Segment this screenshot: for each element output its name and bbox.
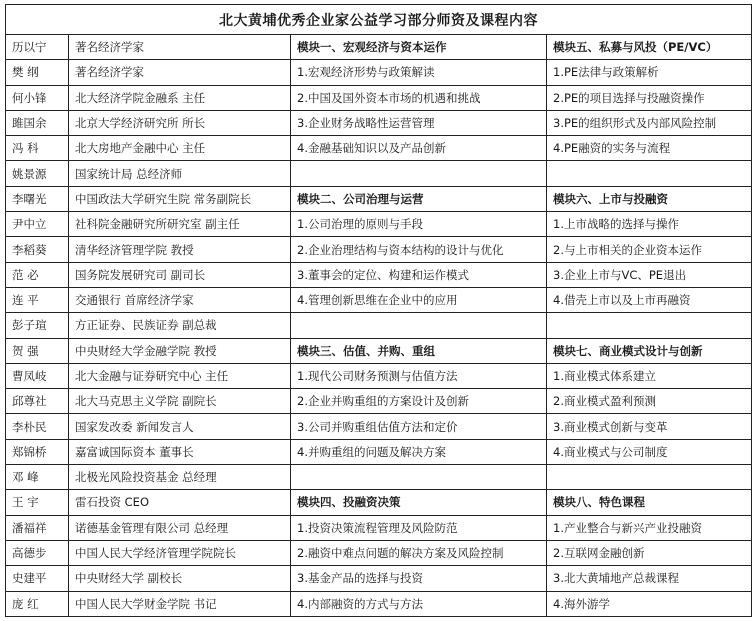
module-header: 模块二、公司治理与运营 — [291, 186, 547, 211]
course-item: 2.商业模式盈利预测 — [547, 389, 752, 414]
table-row — [6, 287, 752, 312]
teacher-title: 清华经济管理学院 教授 — [69, 237, 291, 262]
teacher-title: 北大马克思主义学院 副院长 — [69, 389, 291, 414]
teacher-name: 尹中立 — [6, 212, 69, 237]
teacher-title: 中国政法大学研究生院 常务副院长 — [69, 186, 291, 211]
teacher-name: 姚景源 — [6, 161, 69, 186]
table-row — [6, 591, 752, 616]
course-item: 1.产业整合与新兴产业投融资 — [547, 515, 752, 540]
module-header: 模块四、投融资决策 — [291, 490, 547, 515]
course-item: 2.PE的项目选择与投融资操作 — [547, 85, 752, 110]
course-item: 1.现代公司财务预测与估值方法 — [291, 363, 547, 388]
empty-cell — [547, 313, 752, 338]
course-item: 3.北大黄埔地产总裁课程 — [547, 566, 752, 591]
teacher-name: 庞 红 — [6, 591, 69, 616]
teacher-name: 李朴民 — [6, 414, 69, 439]
teacher-name: 高德步 — [6, 540, 69, 565]
table-row — [6, 85, 752, 110]
teacher-name: 连 平 — [6, 287, 69, 312]
course-item: 1.宏观经济形势与政策解读 — [291, 60, 547, 85]
module-header: 模块五、私募与风投（PE/VC） — [547, 35, 752, 60]
teacher-title: 中国人民大学财金学院 书记 — [69, 591, 291, 616]
table-row — [6, 414, 752, 439]
course-item: 4.金融基础知识以及产品创新 — [291, 136, 547, 161]
table-title: 北大黄埔优秀企业家公益学习部分师资及课程内容 — [6, 5, 752, 35]
table-row — [6, 110, 752, 135]
teacher-title: 交通银行 首席经济学家 — [69, 287, 291, 312]
teacher-title: 中国人民大学经济管理学院院长 — [69, 540, 291, 565]
table-row — [6, 363, 752, 388]
course-item: 3.商业模式创新与变革 — [547, 414, 752, 439]
teacher-title: 雷石投资 CEO — [69, 490, 291, 515]
teacher-title: 方正证券、民族证券 副总裁 — [69, 313, 291, 338]
teacher-name: 李曙光 — [6, 186, 69, 211]
teacher-name: 王 宇 — [6, 490, 69, 515]
course-item: 4.内部融资的方式与方法 — [291, 591, 547, 616]
table-row — [6, 389, 752, 414]
course-item: 1.PE法律与政策解析 — [547, 60, 752, 85]
teacher-title: 北大金融与证券研究中心 主任 — [69, 363, 291, 388]
course-item: 3.PE的组织形式及内部风险控制 — [547, 110, 752, 135]
course-item: 4.海外游学 — [547, 591, 752, 616]
table-row — [6, 540, 752, 565]
course-item: 2.互联网金融创新 — [547, 540, 752, 565]
teacher-name: 樊 纲 — [6, 60, 69, 85]
teacher-title: 社科院金融研究所研究室 副主任 — [69, 212, 291, 237]
course-item: 1.商业模式体系建立 — [547, 363, 752, 388]
table-row — [6, 566, 752, 591]
teacher-title: 北大经济学院金融系 主任 — [69, 85, 291, 110]
empty-cell — [291, 465, 547, 490]
module-header: 模块三、估值、并购、重组 — [291, 338, 547, 363]
course-item: 3.企业上市与VC、PE退出 — [547, 262, 752, 287]
module-header: 模块八、特色课程 — [547, 490, 752, 515]
course-item: 1.公司治理的原则与手段 — [291, 212, 547, 237]
table-row — [6, 490, 752, 515]
table-row — [6, 262, 752, 287]
course-item: 3.公司并购重组估值方法和定价 — [291, 414, 547, 439]
teacher-name: 贺 强 — [6, 338, 69, 363]
table-row — [6, 60, 752, 85]
module-header: 模块七、商业模式设计与创新 — [547, 338, 752, 363]
module-header: 模块一、宏观经济与资本运作 — [291, 35, 547, 60]
teacher-title: 著名经济学家 — [69, 60, 291, 85]
teacher-name: 李稻葵 — [6, 237, 69, 262]
table-row — [6, 515, 752, 540]
teacher-name: 彭子瑄 — [6, 313, 69, 338]
teacher-name: 邓 峰 — [6, 465, 69, 490]
teacher-title: 著名经济学家 — [69, 35, 291, 60]
course-item: 2.企业治理结构与资本结构的设计与优化 — [291, 237, 547, 262]
teacher-title: 国家统计局 总经济师 — [69, 161, 291, 186]
course-item: 4.PE融资的实务与流程 — [547, 136, 752, 161]
table-row — [6, 35, 752, 60]
teacher-name: 冯 科 — [6, 136, 69, 161]
teacher-title: 北极光风险投资基金 总经理 — [69, 465, 291, 490]
table-row — [6, 212, 752, 237]
table-row — [6, 161, 752, 186]
course-item: 2.中国及国外资本市场的机遇和挑战 — [291, 85, 547, 110]
teacher-name: 史建平 — [6, 566, 69, 591]
empty-cell — [547, 161, 752, 186]
course-item: 2.企业并购重组的方案设计及创新 — [291, 389, 547, 414]
course-item: 3.企业财务战略性运营管理 — [291, 110, 547, 135]
teacher-name: 曹凤岐 — [6, 363, 69, 388]
course-item: 2.融资中难点问题的解决方案及风险控制 — [291, 540, 547, 565]
module-header: 模块六、上市与投融资 — [547, 186, 752, 211]
table-row — [6, 313, 752, 338]
course-sheet — [5, 4, 751, 617]
teacher-name: 邱尊社 — [6, 389, 69, 414]
table-row — [6, 237, 752, 262]
course-item: 3.基金产品的选择与投资 — [291, 566, 547, 591]
teacher-title: 嘉富诚国际资本 董事长 — [69, 439, 291, 464]
course-item: 2.与上市相关的企业资本运作 — [547, 237, 752, 262]
teacher-name: 范 必 — [6, 262, 69, 287]
teacher-name: 雎国余 — [6, 110, 69, 135]
teacher-title: 诺德基金管理有限公司 总经理 — [69, 515, 291, 540]
teacher-name: 历以宁 — [6, 35, 69, 60]
course-item: 3.董事会的定位、构建和运作模式 — [291, 262, 547, 287]
table-row — [6, 439, 752, 464]
teacher-title: 国务院发展研究司 副司长 — [69, 262, 291, 287]
empty-cell — [547, 465, 752, 490]
course-item: 4.商业模式与公司制度 — [547, 439, 752, 464]
empty-cell — [291, 313, 547, 338]
table-row — [6, 136, 752, 161]
teacher-title: 北大房地产金融中心 主任 — [69, 136, 291, 161]
faculty-course-table — [5, 4, 752, 617]
course-item: 1.投资决策流程管理及风险防范 — [291, 515, 547, 540]
table-row — [6, 465, 752, 490]
table-row — [6, 338, 752, 363]
course-item: 4.并购重组的问题及解决方案 — [291, 439, 547, 464]
course-item: 4.管理创新思维在企业中的应用 — [291, 287, 547, 312]
teacher-name: 潘福祥 — [6, 515, 69, 540]
empty-cell — [291, 161, 547, 186]
teacher-name: 郑锦桥 — [6, 439, 69, 464]
teacher-name: 何小锋 — [6, 85, 69, 110]
course-item: 1.上市战略的选择与操作 — [547, 212, 752, 237]
course-item: 4.借壳上市以及上市再融资 — [547, 287, 752, 312]
teacher-title: 中央财经大学 副校长 — [69, 566, 291, 591]
table-row — [6, 186, 752, 211]
teacher-title: 北京大学经济研究所 所长 — [69, 110, 291, 135]
teacher-title: 国家发改委 新闻发言人 — [69, 414, 291, 439]
teacher-title: 中央财经大学金融学院 教授 — [69, 338, 291, 363]
